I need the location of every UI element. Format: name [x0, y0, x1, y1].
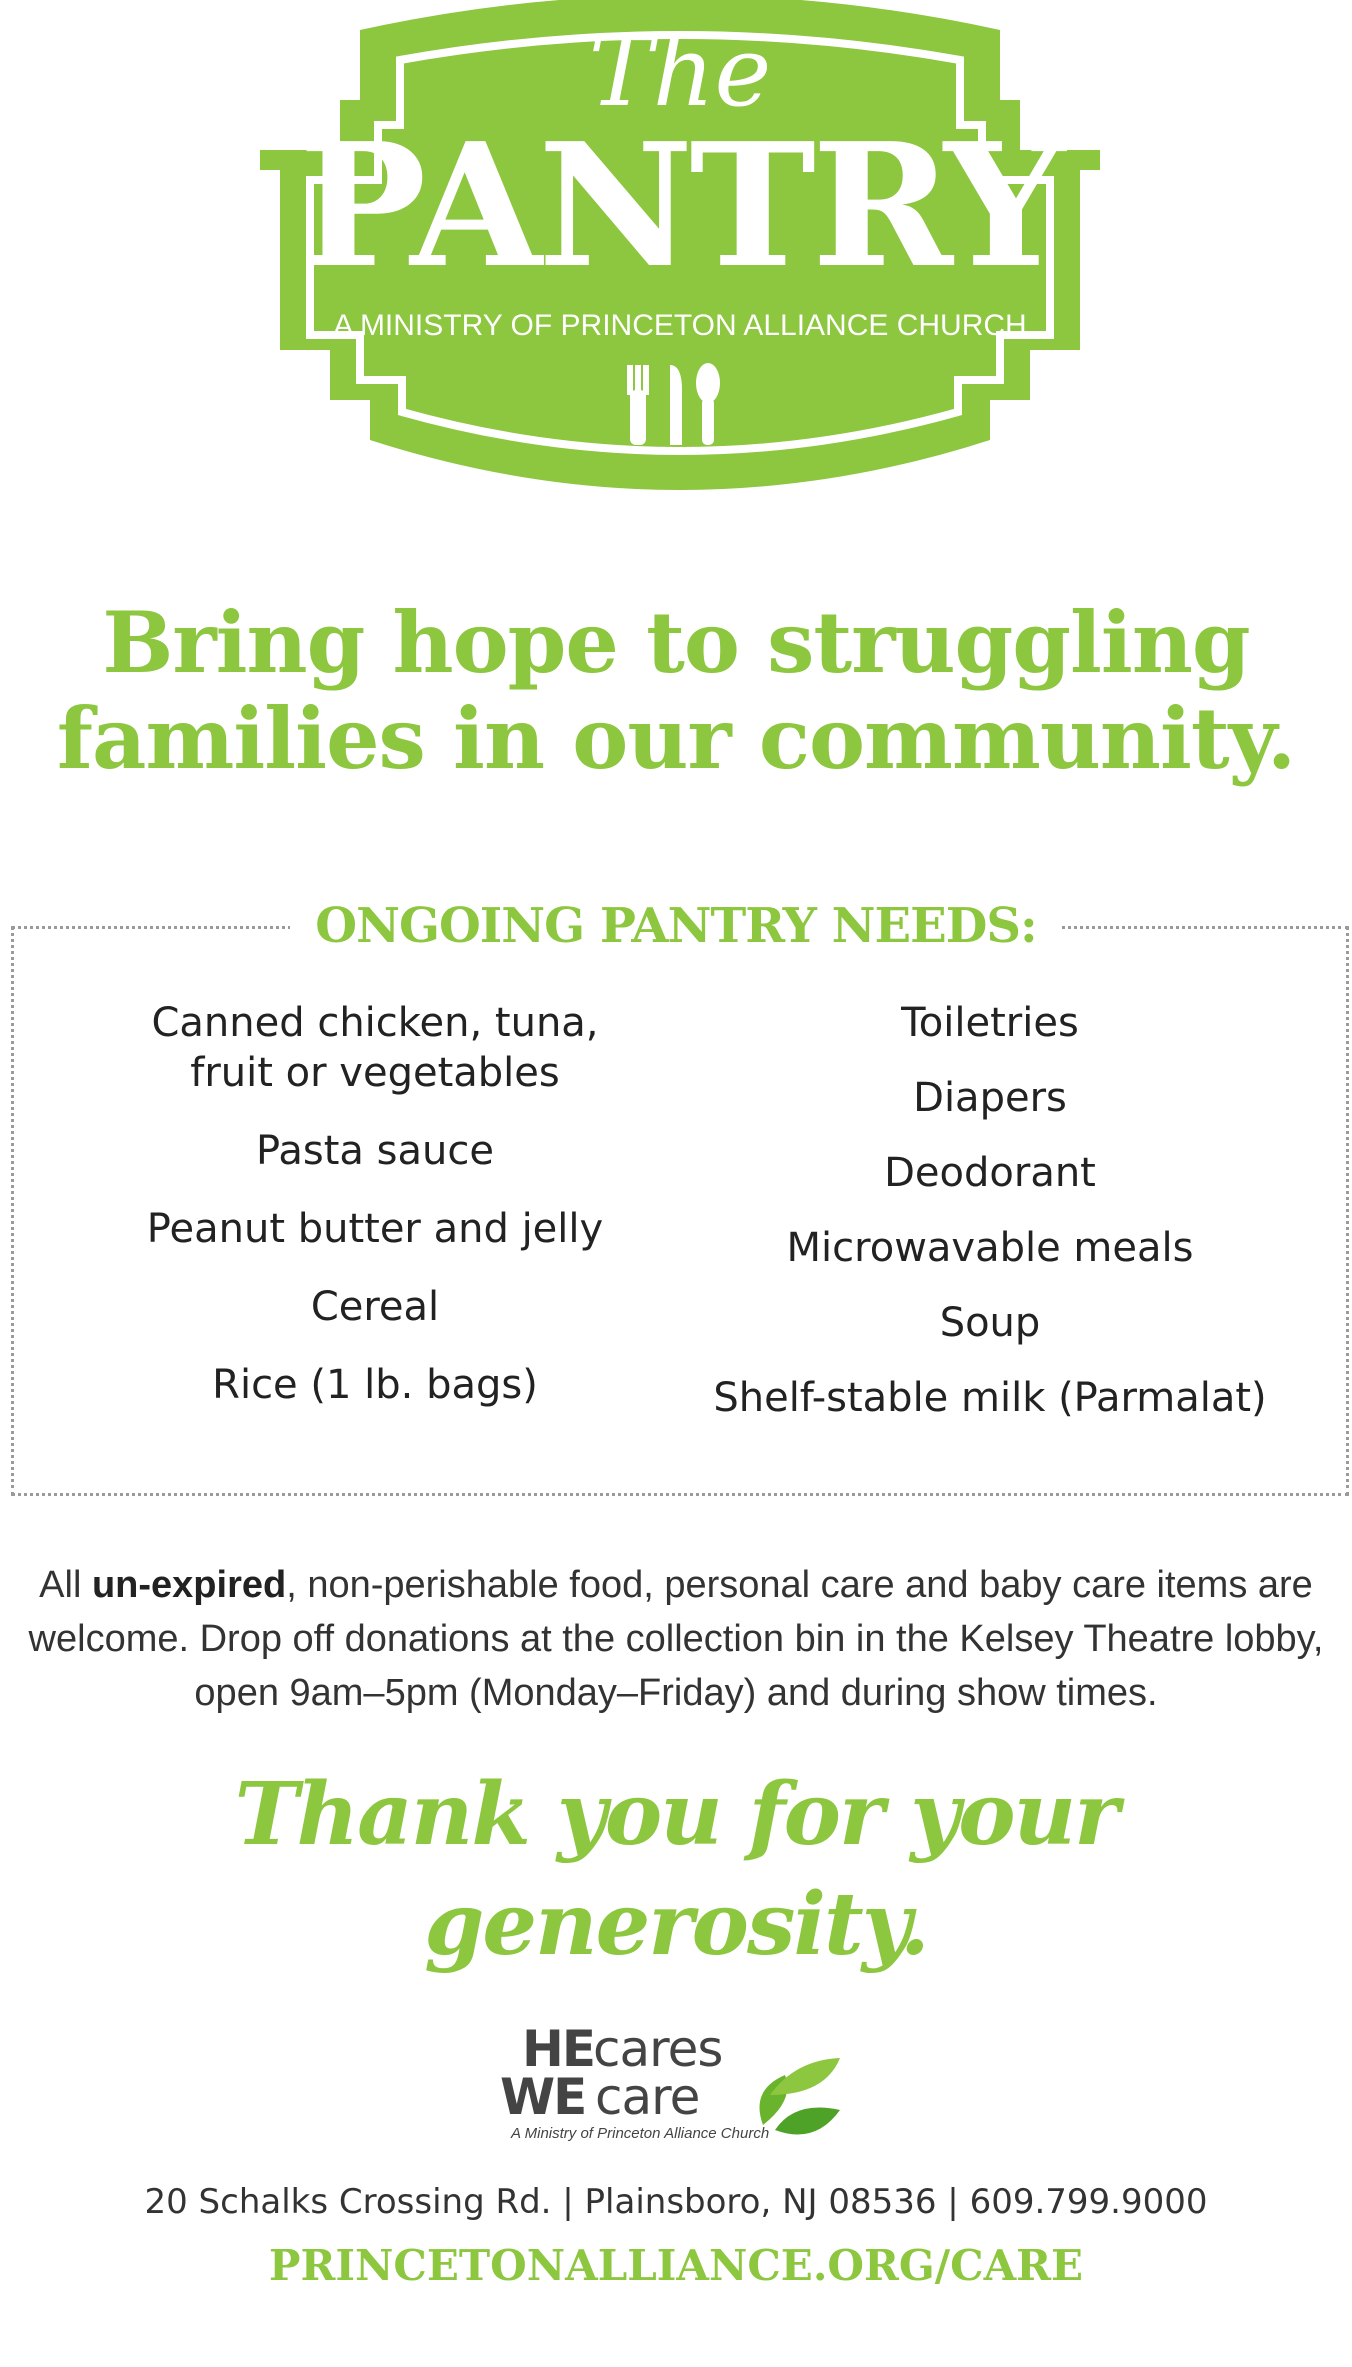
brand-sub: A Ministry of Princeton Alliance Church	[511, 2125, 770, 2142]
brand-care: care	[595, 2068, 700, 2126]
pantry-logo	[230, 0, 1130, 510]
brand-he: HE	[522, 2020, 595, 2078]
list-item: Cereal	[310, 1284, 440, 1330]
donation-info-rest: , non-perishable food, personal care and baby care items are welcome. Drop off donations at the collection bin in the Kelsey Theatre lobby, open 9am–5pm (Monday–Friday) and during show times.	[28, 1564, 1324, 1714]
needs-list-right	[665, 998, 1315, 1448]
list-item: Toiletries	[901, 1000, 1079, 1046]
logo-pantry-text: PANTRY	[298, 106, 1062, 306]
leaf-icon	[759, 2058, 840, 2135]
logo-the-text: The	[588, 16, 772, 128]
list-item: Deodorant	[884, 1150, 1096, 1196]
list-item: Diapers	[913, 1075, 1067, 1121]
brand-we: WE	[500, 2068, 586, 2126]
donation-info-emphasis: un-expired	[91, 1564, 287, 1606]
footer-address: 20 Schalks Crossing Rd. | Plainsboro, NJ 08536 | 609.799.9000	[144, 2182, 1208, 2222]
list-item: Pasta sauce	[256, 1128, 494, 1174]
donation-info	[10, 1558, 1342, 1720]
headline-line-2: families in our community.	[56, 689, 1296, 788]
needs-title: ONGOING PANTRY NEEDS:	[290, 898, 1062, 954]
list-item: Peanut butter and jelly	[146, 1206, 604, 1252]
list-item: Shelf-stable milk (Parmalat)	[713, 1375, 1267, 1421]
brand-cares: cares	[593, 2020, 723, 2078]
list-item: Soup	[939, 1300, 1041, 1346]
headline-line-1: Bring hope to struggling	[102, 593, 1250, 692]
utensils-icon	[627, 363, 720, 445]
list-item: fruit or vegetables	[190, 1050, 560, 1096]
donation-info-prefix: All	[39, 1564, 92, 1606]
footer-website-link[interactable]: PRINCETONALLIANCE.ORG/CARE	[268, 2241, 1084, 2290]
needs-list-left	[50, 998, 700, 1438]
list-item: Rice (1 lb. bags)	[212, 1362, 538, 1408]
list-item: Microwavable meals	[786, 1225, 1194, 1271]
hecares-logo	[495, 2020, 865, 2150]
thank-you-text: Thank you for your generosity.	[234, 1764, 1118, 1975]
headline	[0, 595, 1352, 787]
list-item: Canned chicken, tuna,	[151, 1000, 599, 1046]
logo-tagline: A MINISTRY OF PRINCETON ALLIANCE CHURCH	[333, 309, 1027, 342]
pantry-logo-badge	[230, 0, 1130, 510]
